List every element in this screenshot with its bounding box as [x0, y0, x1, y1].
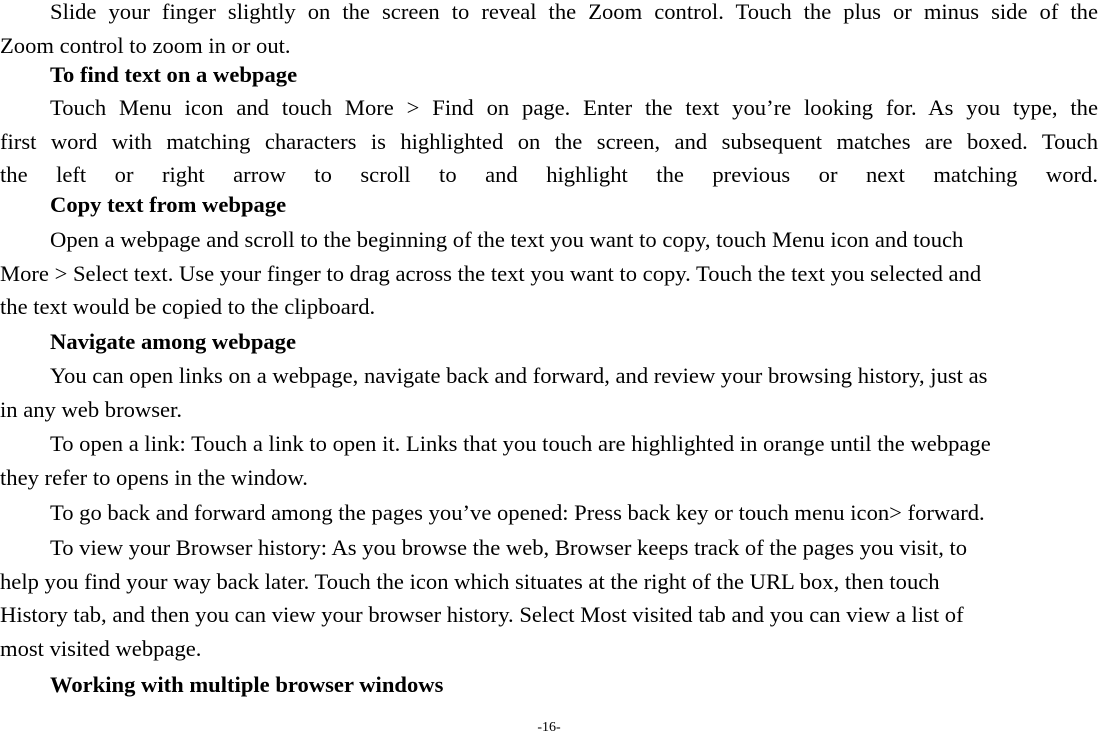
text-line: You can open links on a webpage, navigate back and forward, and review your browsing history, just as — [50, 363, 988, 388]
multiple-windows-heading: Working with multiple browser windows — [50, 672, 444, 697]
text-line: in any web browser. — [0, 396, 182, 422]
find-text-heading: To find text on a webpage — [50, 62, 298, 87]
text-line: To open a link: Touch a link to open it. Links that you touch are highlighted in orange until the webpage — [50, 431, 991, 456]
text-line: More > Select text. Use your finger to drag across the text you want to copy. Touch the text you selected and — [0, 260, 982, 286]
text-line: most visited webpage. — [0, 635, 202, 661]
page-number: -16- — [537, 720, 561, 735]
text-line: To go back and forward among the pages you’ve opened: Press back key or touch menu icon> forward. — [50, 500, 985, 525]
text-line: Zoom control to zoom in or out. — [0, 32, 291, 58]
navigate-paragraph — [0, 359, 1098, 426]
find-text-paragraph — [0, 91, 1098, 192]
zoom-paragraph — [0, 0, 1098, 62]
text-line: the left or right arrow to scroll to and highlight the previous or next matching word. — [0, 162, 1098, 187]
text-line: Open a webpage and scroll to the beginning of the text you want to copy, touch Menu icon and touch — [50, 227, 964, 252]
copy-text-heading: Copy text from webpage — [50, 192, 287, 217]
text-line: first word with matching characters is highlighted on the screen, and subsequent matches are boxed. Touch — [0, 128, 1098, 154]
history-paragraph — [0, 531, 1098, 665]
text-line: Slide your finger slightly on the screen to reveal the Zoom control. Touch the plus or minus side of the — [50, 0, 1098, 24]
text-line: To view your Browser history: As you browse the web, Browser keeps track of the pages you visit, to — [50, 535, 968, 560]
copy-text-paragraph — [0, 223, 1098, 324]
text-line: History tab, and then you can view your browser history. Select Most visited tab and you can view a list of — [0, 602, 964, 627]
text-line: they refer to opens in the window. — [0, 464, 308, 490]
open-link-paragraph — [0, 427, 1098, 494]
text-line: the text would be copied to the clipboard. — [0, 294, 376, 319]
text-line: help you find your way back later. Touch the icon which situates at the right of the URL box, then touch — [0, 568, 940, 594]
text-line: Touch Menu icon and touch More > Find on page. Enter the text you’re looking for. As you type, the — [50, 95, 1098, 120]
back-forward-paragraph — [0, 496, 1098, 530]
navigate-heading: Navigate among webpage — [50, 329, 297, 354]
